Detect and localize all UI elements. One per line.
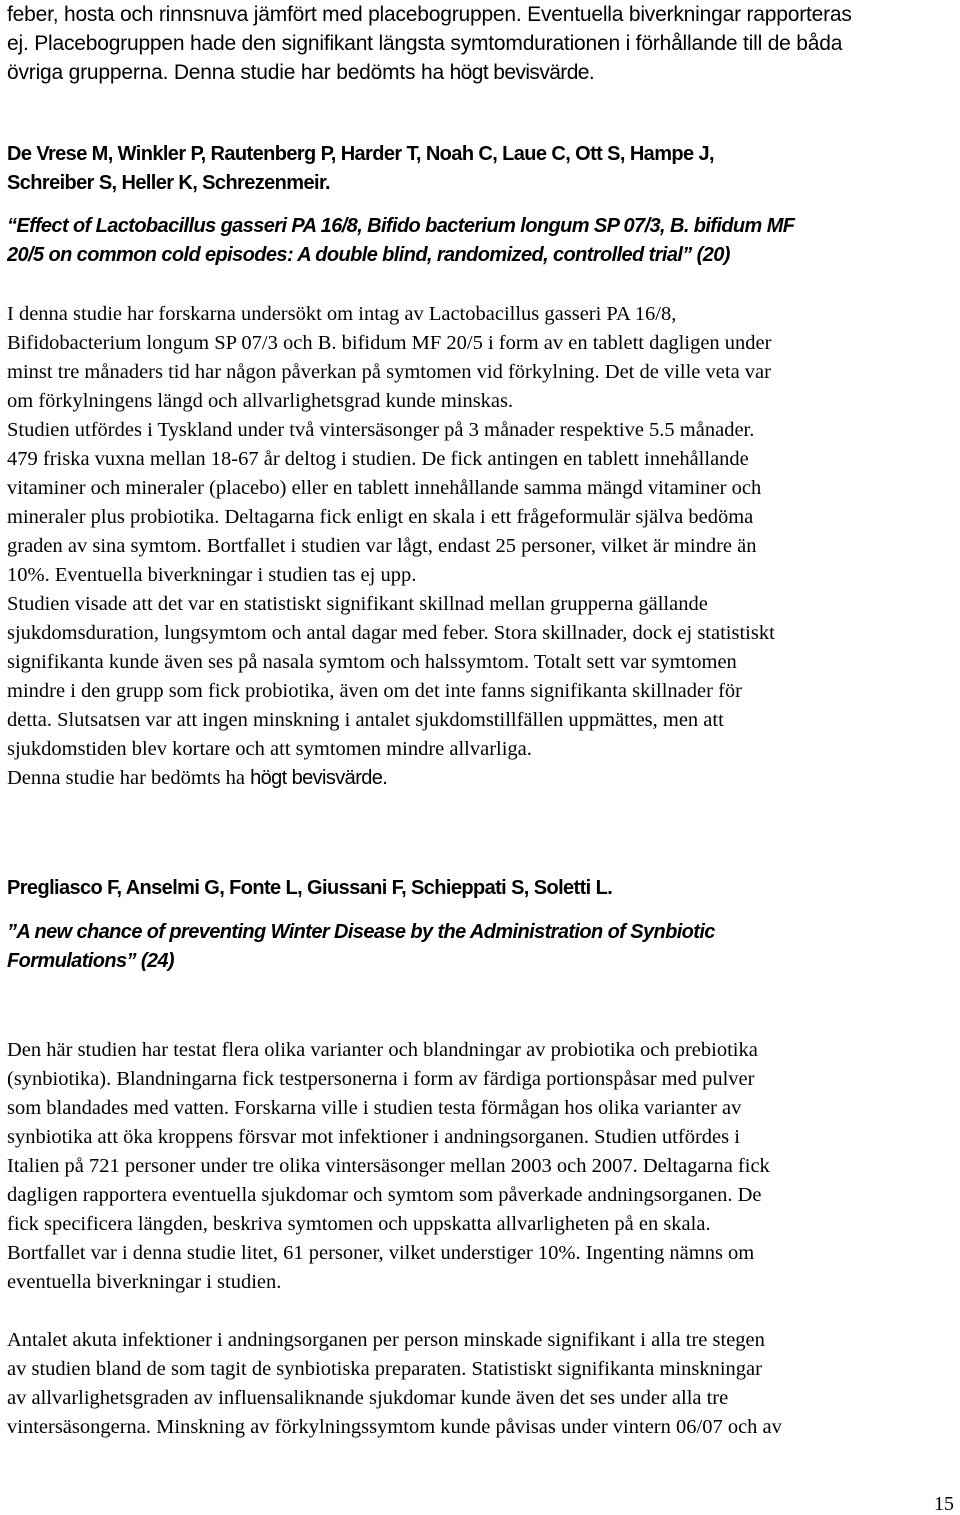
text-line: Pregliasco F, Anselmi G, Fonte L, Giussani F, Schieppati S, Soletti L. — [7, 877, 613, 899]
text-line: Studien visade att det var en statistiskt signifikant skillnad mellan grupperna gällande — [7, 593, 708, 615]
text-line: ej. Placebogruppen hade den signifikant längsta symtomdurationen i förhållande till de båda — [7, 32, 843, 55]
text-line: I denna studie har forskarna undersökt om intag av Lactobacillus gasseri PA 16/8, — [7, 303, 677, 325]
reference-authors — [7, 874, 957, 903]
text-line: Italien på 721 personer under tre olika vintersäsonger mellan 2003 och 2007. Deltagarna fick — [7, 1155, 770, 1177]
study-summary — [7, 300, 957, 793]
text-line — [7, 764, 957, 793]
text-fragment: Denna studie har bedömts ha — [7, 767, 251, 789]
study-results — [7, 1326, 957, 1442]
text-line: mindre i den grupp som fick probiotika, även om det inte fanns signifikanta skillnader för — [7, 680, 742, 702]
text-line: dagligen rapportera eventuella sjukdomar och symtom som påverkade andningsorganen. De — [7, 1184, 762, 1206]
text-line: (synbiotika). Blandningarna fick testpersonerna i form av färdiga portionspåsar med pulver — [7, 1068, 755, 1090]
evidence-rating: högt bevisvärde. — [250, 767, 388, 789]
text-fragment: övriga grupperna. Denna studie har bedömts ha — [7, 61, 450, 84]
page-number: 15 — [934, 1493, 954, 1515]
text-line: fick specificera längden, beskriva symtomen och uppskatta allvarligheten på en skala. — [7, 1213, 711, 1235]
text-line: om förkylningens längd och allvarlighetsgrad kunde minskas. — [7, 390, 514, 412]
text-line: signifikanta kunde även ses på nasala symtom och halssymtom. Totalt sett var symtomen — [7, 651, 737, 673]
text-line: av studien bland de som tagit de synbiotiska preparaten. Statistiskt signifikanta minskningar — [7, 1358, 762, 1380]
text-line: minst tre månaders tid har någon påverkan på symtomen vid förkylning. Det de ville veta var — [7, 361, 771, 383]
text-line: feber, hosta och rinnsnuva jämfört med placebogruppen. Eventuella biverkningar rapporteras — [7, 3, 852, 26]
text-line: “Effect of Lactobacillus gasseri PA 16/8, Bifido bacterium longum SP 07/3, B. bifidum MF — [7, 215, 795, 237]
text-line: Schreiber S, Heller K, Schrezenmeir. — [7, 172, 330, 194]
text-line: 479 friska vuxna mellan 18-67 år deltog i studien. De fick antingen en tablett innehållande — [7, 448, 749, 470]
text-line: eventuella biverkningar i studien. — [7, 1271, 282, 1293]
text-line: synbiotika att öka kroppens försvar mot infektioner i andningsorganen. Studien utfördes i — [7, 1126, 740, 1148]
text-line: 10%. Eventuella biverkningar i studien tas ej upp. — [7, 564, 417, 586]
text-line: Bifidobacterium longum SP 07/3 och B. bifidum MF 20/5 i form av en tablett dagligen under — [7, 332, 772, 354]
evidence-rating: högt bevisvärde. — [449, 61, 595, 84]
text-line: Antalet akuta infektioner i andningsorganen per person minskade signifikant i alla tre stegen — [7, 1329, 765, 1351]
text-line: ”A new chance of preventing Winter Disease by the Administration of Synbiotic — [7, 921, 715, 943]
text-line: mineraler plus probiotika. Deltagarna fick enligt en skala i ett frågeformulär själva bedöma — [7, 506, 754, 528]
text-line: De Vrese M, Winkler P, Rautenberg P, Harder T, Noah C, Laue C, Ott S, Hampe J, — [7, 143, 714, 165]
text-line: detta. Slutsatsen var att ingen minskning i antalet sjukdomstillfällen uppmättes, men att — [7, 709, 724, 731]
text-line: av allvarlighetsgraden av influensaliknande sjukdomar kunde även det ses under alla tre — [7, 1387, 729, 1409]
text-line: vintersäsongerna. Minskning av förkylningssymtom kunde påvisas under vintern 06/07 och av — [7, 1416, 782, 1438]
text-line: Bortfallet var i denna studie litet, 61 personer, vilket understiger 10%. Ingenting nämns om — [7, 1242, 755, 1264]
text-line: 20/5 on common cold episodes: A double blind, randomized, controlled trial” (20) — [7, 244, 730, 266]
text-line: Den här studien har testat flera olika varianter och blandningar av probiotika och prebiotika — [7, 1039, 758, 1061]
reference-title — [7, 212, 957, 270]
text-line: som blandades med vatten. Forskarna ville i studien testa förmågan hos olika varianter av — [7, 1097, 742, 1119]
text-line: sjukdomsduration, lungsymtom och antal dagar med feber. Stora skillnader, dock ej statistiskt — [7, 622, 775, 644]
text-line: graden av sina symtom. Bortfallet i studien var lågt, endast 25 personer, vilket är mindre än — [7, 535, 757, 557]
text-line: vitaminer och mineraler (placebo) eller en tablett innehållande samma mängd vitaminer och — [7, 477, 762, 499]
document-page — [7, 0, 957, 1515]
text-line: Formulations” (24) — [7, 950, 174, 972]
text-line — [7, 58, 957, 87]
paragraph-continuation — [7, 0, 957, 87]
text-line: sjukdomstiden blev kortare och att symtomen mindre allvarliga. — [7, 738, 532, 760]
reference-title — [7, 918, 957, 976]
reference-authors — [7, 140, 957, 198]
study-summary — [7, 1036, 957, 1297]
text-line: Studien utfördes i Tyskland under två vintersäsonger på 3 månader respektive 5.5 månader. — [7, 419, 755, 441]
